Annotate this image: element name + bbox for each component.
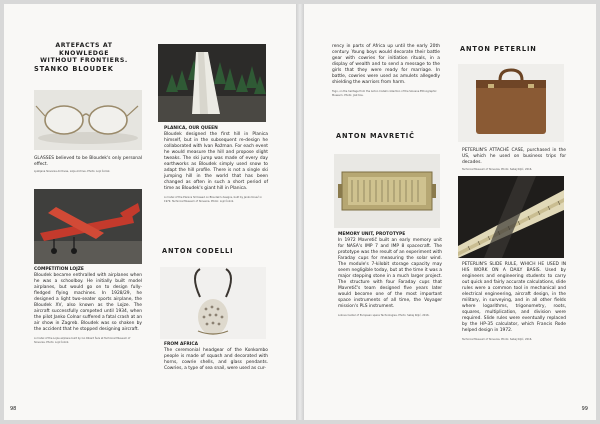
planica-text-block — [164, 126, 268, 204]
memory-title: MEMORY UNIT, PROTOTYPE — [338, 232, 406, 237]
lojze-credit: A model of the Lojze airplane built by Ivo Rikard Šuls at Technical Museum of Slovenia. Photo: Lojz Čolnik. — [34, 337, 131, 344]
slide-rule-photo — [458, 176, 564, 258]
section-title-anton-mavretic: ANTON MAVRETIČ — [336, 132, 415, 140]
planica-title: PLANICA, OUR QUEEN — [164, 126, 218, 131]
header-line-1: ARTEFACTS AT KNOWLEDGE — [55, 42, 113, 57]
planica-model-photo — [158, 44, 266, 122]
africa-continued-block — [332, 44, 440, 98]
left-page — [4, 4, 296, 420]
africa-title: FROM AFRICA — [164, 342, 199, 347]
africa-text-block — [164, 342, 268, 372]
headgear-photo — [160, 267, 266, 339]
memory-credit: Lokous Center of European space Technologies. Photo: Sabaj Kiljić, 2016. — [338, 314, 430, 317]
africa-continued-body: rency in parts of Africa up until the early 20th century. Young boys would decorate their battle gear with cowries for initiation rituals, in a display of wealth and to send a message to the girls that they were ready for marriage. In battle, cowries were used as amulets allegedly shielding the warriors from harm. — [332, 44, 440, 85]
header-line-2: WITHOUT FRONTIERS. — [40, 57, 128, 65]
case-text-block — [462, 148, 566, 172]
section-title-stanko-bloudek: STANKO BLOUDEK — [34, 65, 114, 73]
book-spine — [296, 4, 304, 420]
glasses-caption-block — [34, 156, 142, 174]
memory-body: In 1972 Mavretič built an early memory unit for NASA's IMP 7 and IMP 8 spacecraft. The prototype was the result of an experiment with Faraday cups for measuring the solar wind. The module's 7-kilobit storage capacity may seem negligible today, but at the time it was a major stepping stone in a much larger project. The structure with four Faraday cups that Mavretič's team designed five years later would become one of the most important space instruments of all time, the Voyager mission's PLS instrument. — [338, 238, 442, 309]
africa-body: The ceremonial headgear of the Konkombo people is made of squash and decorated with horns, cowrie shells, and glass pendants. Cowries, a type of sea snail, were used as cur- — [164, 348, 268, 371]
case-caption: PETERLIN'S ATTACHÉ CASE, purchased in the US, which he used on business trips for decades. — [462, 148, 566, 165]
airplane-model-photo — [34, 189, 142, 264]
planica-credit: A model of the Planica hill based on Bloudek's designs, built by Janko Kovač in 1979. Technical Museum of Slovenia. Photo: Lojz Čolnik. — [164, 196, 262, 203]
lojze-text-block — [34, 267, 142, 345]
slide-rule-text-block — [462, 262, 566, 342]
glasses-photo — [34, 90, 142, 150]
slide-rule-credit: Technical Museum of Slovenia. Photo: Sabaj Kiljić, 2016. — [462, 338, 533, 341]
page-header — [34, 42, 134, 65]
page-number-right: 99 — [581, 406, 588, 412]
africa-credit: Togo, on the heritage from the Anton Codelli collection of the Slovene Ethnographic Museum. Photo: Jost Kos. — [332, 90, 437, 97]
attache-case-photo — [458, 64, 564, 142]
right-page — [304, 4, 596, 420]
section-title-anton-peterlin: ANTON PETERLIN — [460, 45, 537, 53]
lojze-title: COMPETITION LOJZE — [34, 267, 84, 272]
glasses-credit: Ljubljana Slovenia Archives, Lolja Archive. Photo: Lojz Čolnik. — [34, 170, 111, 173]
lojze-body: Bloudek became enthralled with airplanes when he was a schoolboy. He initially built model airplanes, but would go on to design fully-fledged flying machines. In 1928/29, he designed a light two-seater sports airplane, the Bloudek XV, also known as the Lojze. The aircraft successfully competed until 1934, when the pilot Janko Colnar suffered a fatal crash at an air show in Zagreb. Bloudek was so shaken by the accident that he stopped designing aircraft. — [34, 273, 142, 332]
case-credit: Technical Museum of Slovenia. Photo: Sabaj Kiljić, 2016. — [462, 168, 533, 171]
glasses-caption: GLASSES believed to be Bloudek's only personal effect. — [34, 156, 142, 167]
page-number-left: 98 — [10, 406, 17, 412]
memory-unit-photo — [334, 154, 440, 228]
planica-body: Bloudek designed the first hill in Planica himself, but in the subsequent re-design he collaborated with Ivan Rožman. For each event he would measure the hill and propose slight tweaks. The ski jump was made of every day earthworks as Bloudek simply used snow to adapt the hill profile. There is not a single ski jumping hill in the world that has been changed as often in such a short period of time as Bloudek's giant hill in Planica. — [164, 132, 268, 191]
section-title-anton-codelli: ANTON CODELLI — [162, 247, 234, 255]
slide-rule-caption: PETERLIN'S SLIDE RULE, WHICH HE USED IN HIS WORK ON A DAILY BASIS. Used by engineers and engineering students to carry out quick and fairly accurate calculations, slide rules were a common tool in mechanical and electrical engineering, aircraft design, in the military, in surveying, and in all other fields where logarithms, trigonometry, roots, squares, multiplication, and division were required. Slide rules were eventually replaced by the HP-35 calculator, which Francis Rode helped design in 1972. — [462, 262, 566, 333]
memory-text-block — [338, 232, 442, 318]
